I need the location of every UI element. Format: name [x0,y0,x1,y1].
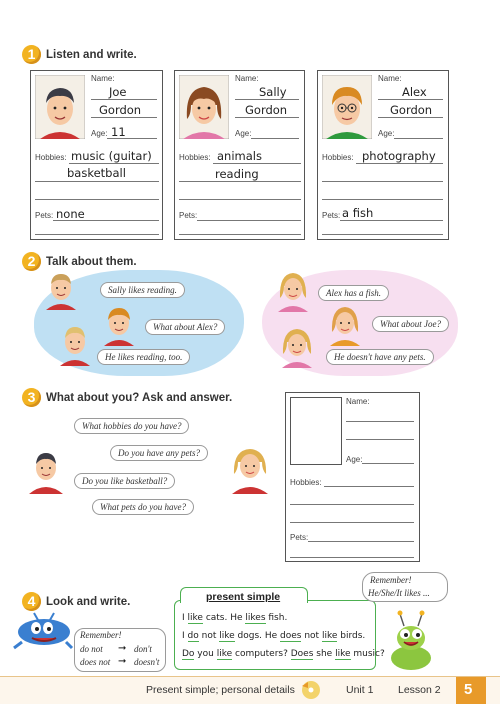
profile-card-alex [317,70,449,240]
section-number-4: 4 [22,592,41,611]
hobbies-label: Hobbies: [179,153,211,162]
arrow-right-icon: ➞ [118,656,127,667]
cd-audio-icon [296,680,326,700]
grammar-example-2: I do not like dogs. He does not like birds. [182,631,366,641]
page-number: 5 [464,681,473,698]
joe-second-character-icon [56,320,94,366]
section-number-1: 1 [22,45,41,64]
hobbies-label: Hobbies: [290,478,322,487]
contraction-from-1: do not [80,644,103,654]
name-last-sally: Gordon [245,103,288,117]
question-bubble: What hobbies do you have? [74,418,189,434]
footer-lesson: Lesson 2 [398,684,441,696]
name-first-joe: Joe [109,85,127,99]
remember-title: Remember! [80,630,122,640]
name-label: Name: [346,397,370,406]
contraction-from-2: does not [80,657,111,667]
section-number-3: 3 [22,388,41,407]
grammar-title: present simple [206,591,281,603]
pets-label: Pets: [322,211,341,220]
name-first-sally: Sally [259,85,287,99]
blue-bug-mascot-icon [10,612,76,652]
pets-label: Pets: [290,533,309,542]
speech-bubble: What about Joe? [372,316,449,332]
photo-frame [290,397,342,465]
section-heading-1: Listen and write. [46,49,137,61]
section-heading-2: Talk about them. [46,256,137,268]
question-bubble: Do you have any pets? [110,445,208,461]
profile-card-joe [30,70,163,240]
girl-character-icon [326,302,364,346]
age-value-joe: 11 [111,125,126,139]
sally-character-icon [274,268,312,312]
hobby-2-joe: basketball [67,166,126,180]
age-label: Age: [235,129,252,138]
name-label: Name: [91,74,115,83]
profile-card-sally [174,70,305,240]
section-number-2: 2 [22,252,41,271]
grammar-example-3: Do you like computers? Does she like music? [182,649,385,659]
footer-unit: Unit 1 [346,684,374,696]
speech-bubble: Sally likes reading. [100,282,185,298]
speech-bubble: He likes reading, too. [97,349,190,365]
question-bubble: What pets do you have? [92,499,194,515]
green-caterpillar-mascot-icon [384,606,438,672]
pets-label: Pets: [179,211,198,220]
hobby-1-alex: photography [362,149,436,163]
pets-label: Pets: [35,211,54,220]
remember-title: Remember! [370,575,412,585]
age-label: Age: [378,129,395,138]
speech-bubble: What about Alex? [145,319,225,335]
hobby-1-sally: animals [217,149,262,163]
contraction-to-2: doesn't [134,657,160,667]
remember-text: He/She/It likes ... [368,588,430,598]
speech-bubble: He doesn't have any pets. [326,349,434,365]
name-first-alex: Alex [402,85,427,99]
name-last-joe: Gordon [99,103,142,117]
hobbies-label: Hobbies: [35,153,67,162]
hobby-1-joe: music (guitar) [71,149,152,163]
age-label: Age: [346,455,363,464]
boy-character-icon [26,444,66,494]
name-last-alex: Gordon [390,103,433,117]
hobby-2-sally: reading [215,167,259,181]
boy-portrait-joe [35,75,85,139]
question-bubble: Do you like basketball? [74,473,175,489]
arrow-right-icon: ➞ [118,643,127,654]
girl-portrait-sally [179,75,229,139]
speech-bubble: Alex has a fish. [318,285,389,301]
joe-character-icon [42,268,80,310]
grammar-example-1: I like cats. He likes fish. [182,613,288,623]
section-heading-3: What about you? Ask and answer. [46,392,233,404]
pets-value-alex: a fish [342,206,374,220]
pets-value-joe: none [56,207,85,221]
your-profile-card [285,392,420,562]
hobbies-label: Hobbies: [322,153,354,162]
footer-topic: Present simple; personal details [146,684,295,696]
section-heading-4: Look and write. [46,596,131,608]
alex-character-icon [100,302,138,346]
boy-portrait-alex [322,75,372,139]
age-label: Age: [91,129,108,138]
sally-second-character-icon [278,324,316,368]
name-label: Name: [378,74,402,83]
girl-character-icon [228,440,272,494]
contraction-to-1: don't [134,644,152,654]
name-label: Name: [235,74,259,83]
